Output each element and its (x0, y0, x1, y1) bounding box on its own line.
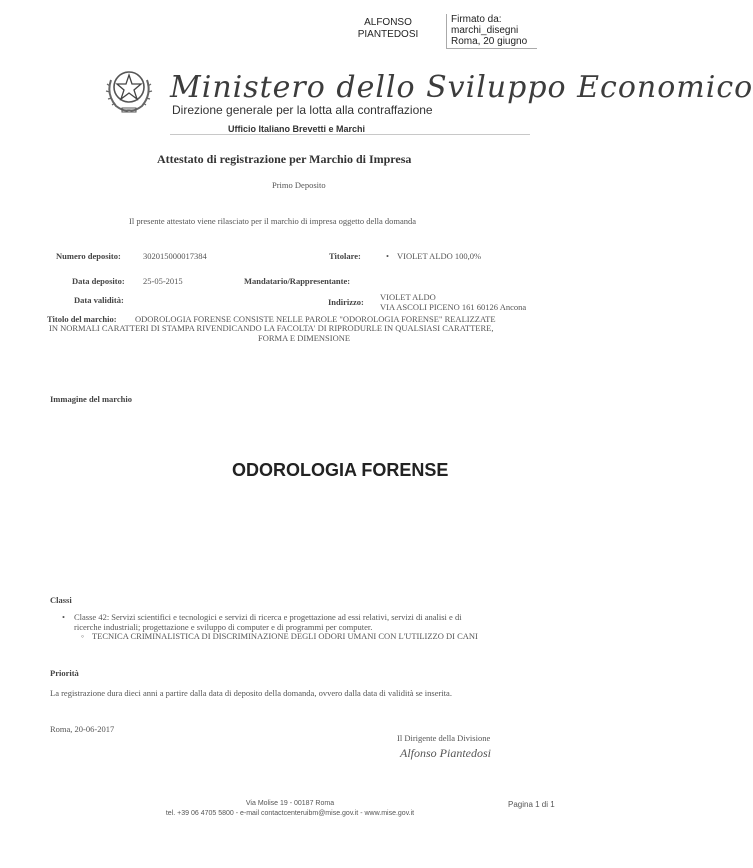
signature-line-2: marchi_disegni (451, 25, 519, 36)
footer-contacts: tel. +39 06 4705 5800 - e-mail contactcenteruibm@mise.gov.it - www.mise.gov.it (165, 810, 415, 817)
data-deposito-label: Data deposito: (72, 276, 125, 286)
numero-deposito-value: 302015000017384 (143, 251, 207, 261)
department-name: Direzione generale per la lotta alla contraffazione (172, 103, 433, 117)
footer-address: Via Molise 19 - 00187 Roma (245, 800, 335, 807)
titolare-value: VIOLET ALDO 100,0% (397, 251, 482, 261)
immagine-label: Immagine del marchio (50, 394, 133, 404)
titolo-label: Titolo del marchio: (47, 314, 117, 324)
data-deposito-value: 25-05-2015 (143, 276, 183, 286)
priorita-label: Priorità (50, 668, 79, 678)
classi-label: Classi (50, 595, 72, 605)
bullet-dot: • (386, 251, 389, 261)
classi-sub-item: TECNICA CRIMINALISTICA DI DISCRIMINAZIONE DEGLI ODORI UMANI CON L'UTILIZZO DI CANI (92, 631, 478, 641)
header-divider (170, 134, 530, 135)
data-validita-label: Data validità: (74, 295, 124, 305)
office-name: Ufficio Italiano Brevetti e Marchi (228, 124, 366, 134)
mandatario-label: Mandatario/Rappresentante: (244, 276, 351, 286)
titolo-line3: FORMA E DIMENSIONE (258, 333, 351, 343)
digital-signature-box (446, 14, 537, 49)
signature-line-1: Firmato da: (451, 14, 502, 25)
signature-line-3: Roma, 20 giugno (451, 36, 528, 47)
titolo-line1: ODOROLOGIA FORENSE CONSISTE NELLE PAROLE "ODOROLOGIA FORENSE" REALIZZATE (135, 314, 496, 324)
signer-role: Il Dirigente della Divisione (397, 733, 491, 743)
titolo-line2: IN NORMALI CARATTERI DI STAMPA RIVENDICANDO LA FACOLTA' DI RIPRODURLE IN QUALSIASI CARATTERE, (49, 323, 494, 333)
handwritten-signature: Alfonso Piantedosi (400, 746, 491, 760)
indirizzo-line2: VIA ASCOLI PICENO 161 60126 Ancona (380, 302, 527, 312)
indirizzo-label: Indirizzo: (328, 297, 364, 307)
footer-page-number: Pagina 1 di 1 (508, 800, 555, 809)
classi-item-line2: ricerche industriali; progettazione e sviluppo di computer e di programmi per computer. (74, 622, 373, 632)
certificate-subtitle: Primo Deposito (272, 180, 326, 190)
place-date: Roma, 20-06-2017 (50, 724, 115, 734)
ministry-name: Ministero dello Sviluppo Economico (170, 70, 753, 105)
titolare-label: Titolare: (329, 251, 361, 261)
classi-bullet: • (62, 612, 65, 622)
classi-sub-bullet: ◦ (81, 631, 85, 641)
classi-item-line1: Classe 42: Servizi scientifici e tecnologici e servizi di ricerca e progettazione ad essi relativi, servizi di analisi e di (74, 612, 462, 622)
priorita-text: La registrazione dura dieci anni a partire dalla data di deposito della domanda, ovvero dalla data di validità se inserita. (50, 688, 452, 698)
numero-deposito-label: Numero deposito: (56, 251, 121, 261)
digital-signer-name: ALFONSO PIANTEDOSI (357, 17, 419, 40)
trademark-image-text: ODOROLOGIA FORENSE (232, 460, 449, 480)
certificate-intro: Il presente attestato viene rilasciato per il marchio di impresa oggetto della domanda (129, 216, 417, 226)
italian-republic-emblem-icon (102, 62, 156, 116)
indirizzo-line1: VIOLET ALDO (380, 292, 436, 302)
certificate-title: Attestato di registrazione per Marchio di Impresa (157, 152, 412, 166)
